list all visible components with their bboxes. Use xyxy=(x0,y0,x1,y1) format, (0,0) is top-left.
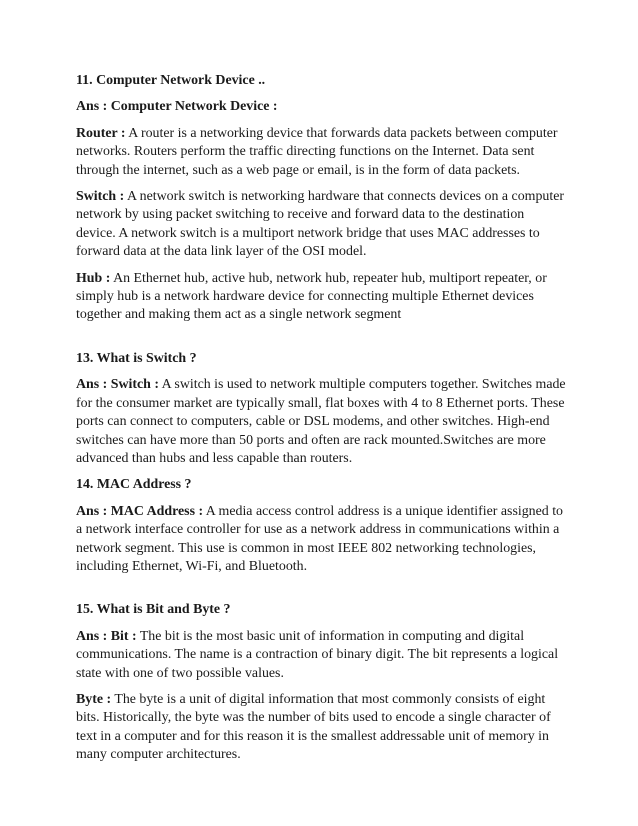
section-11-answer-heading: Ans : Computer Network Device : xyxy=(76,99,278,115)
hub-text: An Ethernet hub, active hub, network hub, repeater hub, multiport repeater, or simply hub is a network hardware device for connecting multiple Ethernet devices together and making them act as a single network segment xyxy=(76,270,547,323)
section-13-heading: 13. What is Switch ? xyxy=(76,350,197,366)
switch-label: Switch : xyxy=(76,189,125,205)
bit-paragraph xyxy=(76,628,566,683)
bit-text: The bit is the most basic unit of information in computing and digital communications. The name is a contraction of binary digit. The bit represents a logical state with one of two possible values. xyxy=(76,628,559,681)
byte-paragraph xyxy=(76,691,566,765)
router-text: A router is a networking device that forwards data packets between computer networks. Routers perform the traffic directing functions on the Internet. Data sent through the internet, such as a web page or email, is in the form of data packets. xyxy=(76,125,558,178)
section-15-heading: 15. What is Bit and Byte ? xyxy=(76,602,231,618)
section-13-answer-text: A switch is used to network multiple computers together. Switches made for the consumer market are typically small, flat boxes with 4 to 8 Ethernet ports. These ports can connect to computers, cable or DSL modems, and other switches. High-end switches can have more than 50 ports and often are rack mounted.Switches are more advanced than hubs and less capable than routers. xyxy=(76,377,566,466)
document-page xyxy=(76,72,566,765)
section-11-heading: 11. Computer Network Device .. xyxy=(76,73,266,88)
router-paragraph xyxy=(76,125,566,180)
bit-label: Ans : Bit : xyxy=(76,628,137,644)
switch-paragraph xyxy=(76,188,566,262)
router-label: Router : xyxy=(76,125,126,141)
section-13-answer xyxy=(76,376,566,468)
section-14-answer-label: Ans : MAC Address : xyxy=(76,503,204,519)
byte-label: Byte : xyxy=(76,691,112,707)
section-13-answer-label: Ans : Switch : xyxy=(76,377,159,393)
section-14-answer-text: A media access control address is a unique identifier assigned to a network interface controller for use as a network address in communications within a network segment. This use is common in most IEEE 802 networking technologies, including Ethernet, Wi-Fi, and Bluetooth. xyxy=(76,503,563,574)
byte-text: The byte is a unit of digital information that most commonly consists of eight bits. Historically, the byte was the number of bits used to encode a single character of text in a computer and for this reason it is the smallest addressable unit of memory in many computer architectures. xyxy=(76,691,551,763)
hub-paragraph xyxy=(76,270,566,325)
section-14-heading: 14. MAC Address ? xyxy=(76,477,192,493)
hub-label: Hub : xyxy=(76,270,111,286)
switch-text: A network switch is networking hardware that connects devices on a computer network by using packet switching to receive and forward data to the destination device. A network switch is a multiport network bridge that uses MAC addresses to forward data at the data link layer of the OSI model. xyxy=(76,189,564,260)
section-14-answer xyxy=(76,503,566,577)
